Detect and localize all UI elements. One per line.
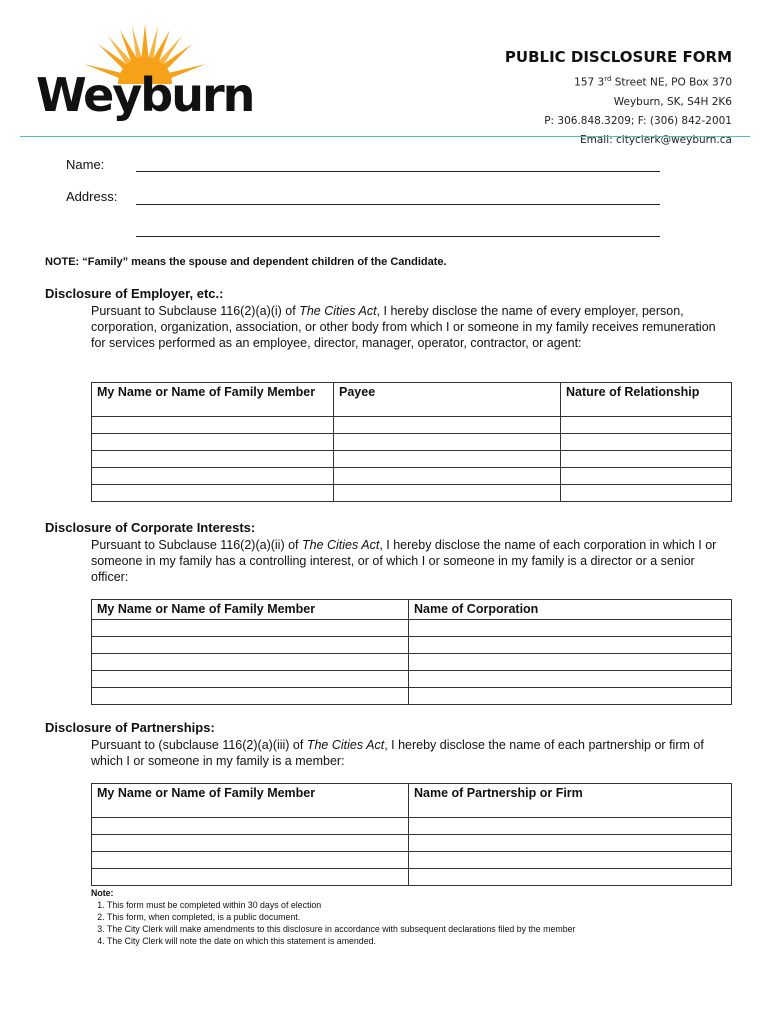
corporate-col-name: My Name or Name of Family Member — [92, 600, 409, 620]
note-item: 2. This form, when completed, is a public document. — [107, 911, 575, 923]
address-label: Address: — [66, 189, 118, 204]
name-field[interactable] — [136, 171, 660, 172]
street-address: 157 3rd Street NE, PO Box 370 — [574, 75, 732, 89]
form-title: PUBLIC DISCLOSURE FORM — [504, 48, 732, 66]
table-row[interactable] — [92, 818, 732, 835]
footer-notes — [91, 887, 575, 947]
corporate-section-title: Disclosure of Corporate Interests: — [45, 520, 256, 535]
table-row[interactable] — [92, 434, 732, 451]
weyburn-logo — [36, 22, 254, 122]
table-row[interactable] — [92, 451, 732, 468]
table-row[interactable] — [92, 468, 732, 485]
employer-section-title: Disclosure of Employer, etc.: — [45, 286, 224, 301]
phone-fax: P: 306.848.3209; F: (306) 842-2001 — [544, 114, 732, 127]
partnerships-section-text: Pursuant to (subclause 116(2)(a)(iii) of The Cities Act, I hereby disclose the name of each partnership or firm of which I or someone in my family is a member: — [91, 738, 704, 768]
table-row[interactable] — [92, 654, 732, 671]
table-row[interactable] — [92, 671, 732, 688]
header-divider — [20, 136, 750, 137]
city-address: Weyburn, SK, S4H 2K6 — [613, 95, 732, 108]
form-header — [505, 48, 732, 150]
address-field-line-1[interactable] — [136, 204, 660, 205]
note-item: 3. The City Clerk will make amendments to this disclosure in accordance with subsequent declarations filed by the member — [107, 923, 575, 935]
employer-section-text: Pursuant to Subclause 116(2)(a)(i) of The Cities Act, I hereby disclose the name of every employer, person, corporation, organization, association, or other body from which I or someone in my family receives remuneration for services performed as an employee, director, manager, operator, contractor, or agent: — [91, 304, 716, 350]
table-row[interactable] — [92, 835, 732, 852]
table-row[interactable] — [92, 417, 732, 434]
table-row[interactable] — [92, 852, 732, 869]
partnerships-col-firm: Name of Partnership or Firm — [409, 784, 732, 818]
logo-wordmark: Weyburn — [36, 68, 254, 122]
corporate-col-corporation: Name of Corporation — [409, 600, 732, 620]
address-field-line-2[interactable] — [136, 236, 660, 237]
name-label: Name: — [66, 157, 105, 172]
partnerships-section-title: Disclosure of Partnerships: — [45, 720, 215, 735]
notes-heading: Note: — [91, 888, 114, 898]
note-item: 4. The City Clerk will note the date on which this statement is amended. — [107, 935, 575, 947]
table-row[interactable] — [92, 637, 732, 654]
corporate-table — [91, 599, 732, 705]
employer-table — [91, 382, 732, 502]
employer-col-payee: Payee — [334, 383, 561, 417]
table-row[interactable] — [92, 688, 732, 705]
employer-col-relationship: Nature of Relationship — [561, 383, 732, 417]
employer-col-name: My Name or Name of Family Member — [92, 383, 334, 417]
corporate-section-text: Pursuant to Subclause 116(2)(a)(ii) of The Cities Act, I hereby disclose the name of each corporation in which I or someone in my family has a controlling interest, or of which I or someone in my family is a director or a senior officer: — [91, 538, 717, 584]
family-note: NOTE: “Family” means the spouse and dependent children of the Candidate. — [45, 256, 447, 268]
table-row[interactable] — [92, 869, 732, 886]
partnerships-table — [91, 783, 732, 886]
email-address: Email: cityclerk@weyburn.ca — [580, 133, 732, 146]
table-row[interactable] — [92, 620, 732, 637]
partnerships-col-name: My Name or Name of Family Member — [92, 784, 409, 818]
table-row[interactable] — [92, 485, 732, 502]
note-item: 1. This form must be completed within 30 days of election — [107, 899, 575, 911]
